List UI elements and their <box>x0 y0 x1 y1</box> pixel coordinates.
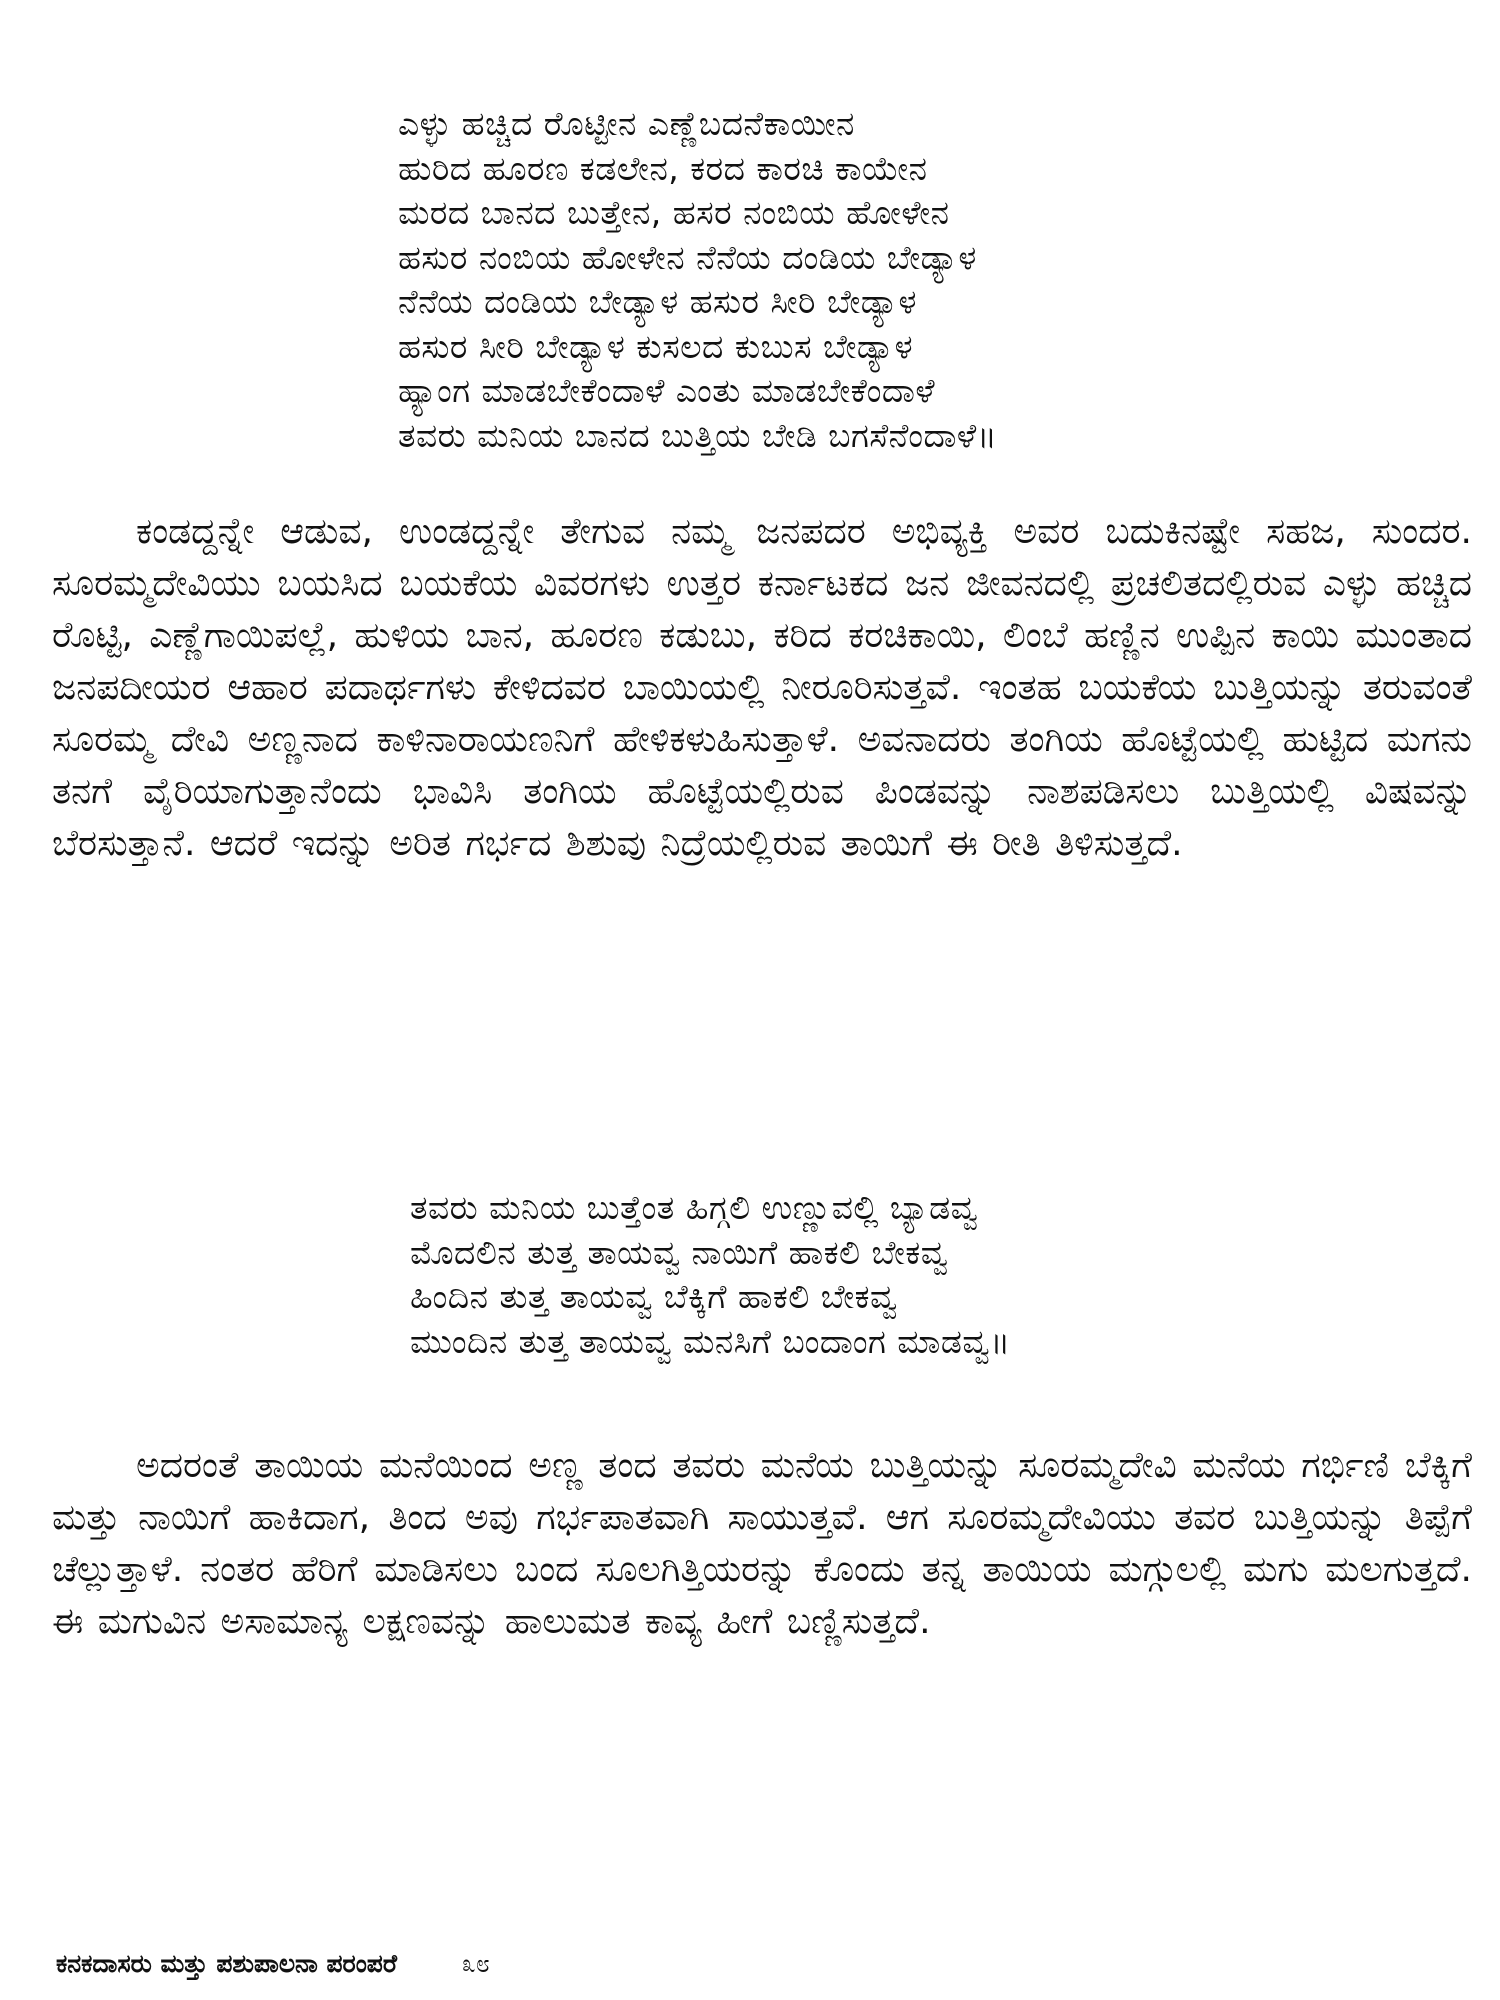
verse-line: ನೆನೆಯ ದಂಡಿಯ ಬೇಡ್ಯಾಳ ಹಸುರ ಸೀರಿ ಬೇಡ್ಯಾಳ <box>398 282 917 321</box>
verse-line: ಹುರಿದ ಹೂರಣ ಕಡಲೇನ, ಕರದ ಕಾರಚಿ ಕಾಯೇನ <box>398 148 928 188</box>
body-paragraph-1: ಕಂಡದ್ದನ್ನೇ ಆಡುವ, ಉಂಡದ್ದನ್ನೇ ತೇಗುವ ನಮ್ಮ ಜನಪದರ ಅಭಿವ್ಯಕ್ತಿ ಅವರ ಬದುಕಿನಷ್ಟೇ ಸಹಜ, ಸುಂದರ. ಸೂರಮ್ಮದೇವಿಯು ಬಯಸಿದ ಬಯಕೆಯ ವಿವರಗಳು ಉತ್ತರ ಕರ್ನಾಟಕದ ಜನ ಜೀವನದಲ್ಲಿ ಪ್ರಚಲಿತದಲ್ಲಿರುವ ಎಳ್ಳು ಹಚ್ಚಿದ ರೊಟ್ಟಿ, ಎಣ್ಣೆಗಾಯಿಪಲ್ಲೆ, ಹುಳಿಯ ಬಾನ, ಹೂರಣ ಕಡುಬು, ಕರಿದ ಕರಚಿಕಾಯಿ, ಲಿಂಬೆ ಹಣ್ಣಿನ ಉಪ್ಪಿನ ಕಾಯಿ ಮುಂತಾದ ಜನಪದೀಯರ ಆಹಾರ ಪದಾರ್ಥಗಳು ಕೇಳಿದವರ ಬಾಯಿಯಲ್ಲಿ ನೀರೂರಿಸುತ್ತವೆ. ಇಂತಹ ಬಯಕೆಯ ಬುತ್ತಿಯನ್ನು ತರುವಂತೆ ಸೂರಮ್ಮ ದೇವಿ ಅಣ್ಣನಾದ ಕಾಳಿನಾರಾಯಣನಿಗೆ ಹೇಳಿಕಳುಹಿಸುತ್ತಾಳೆ. ಅವನಾದರು ತಂಗಿಯ ಹೊಟ್ಟೆಯಲ್ಲಿ ಹುಟ್ಟಿದ ಮಗನು ತನಗೆ ವೈರಿಯಾಗುತ್ತಾನೆಂದು ಭಾವಿಸಿ ತಂಗಿಯ ಹೊಟ್ಟೆಯಲ್ಲಿರುವ ಪಿಂಡವನ್ನು ನಾಶಪಡಿಸಲು ಬುತ್ತಿಯಲ್ಲಿ ವಿಷವನ್ನು ಬೆರಸುತ್ತಾನೆ. ಆದರೆ ಇದನ್ನು ಅರಿತ ಗರ್ಭದ ಶಿಶುವು ನಿದ್ರೆಯಲ್ಲಿರುವ ತಾಯಿಗೆ ಈ ರೀತಿ ತಿಳಿಸುತ್ತದೆ. <box>52 511 1472 864</box>
page-number: ೩೮ <box>461 1949 490 1978</box>
verse-line: ಹಸುರ ನಂಬಿಯ ಹೋಳೇನ ನೆನೆಯ ದಂಡಿಯ ಬೇಡ್ಯಾಳ <box>398 237 977 277</box>
verse-line: ಹಿಂದಿನ ತುತ್ತ ತಾಯವ್ವ ಬೆಕ್ಕಿಗೆ ಹಾಕಲಿ ಬೇಕವ್ವ <box>410 1277 898 1316</box>
verse-line: ಮೊದಲಿನ ತುತ್ತ ತಾಯವ್ವ ನಾಯಿಗೆ ಹಾಕಲಿ ಬೇಕವ್ವ <box>410 1232 949 1272</box>
verse-line: ಹ್ಯಾಂಗ ಮಾಡಬೇಕೆಂದಾಳೆ ಎಂತು ಮಾಡಬೇಕೆಂದಾಳೆ <box>398 371 936 410</box>
verse-block-1 <box>398 102 997 458</box>
page-footer <box>56 1948 490 1980</box>
verse-line: ಎಳ್ಳು ಹಚ್ಚಿದ ರೊಟ್ಟೀನ ಎಣ್ಣೆಬದನೆಕಾಯೀನ <box>398 104 855 143</box>
verse-line: ಮರದ ಬಾನದ ಬುತ್ತೇನ, ಹಸರ ನಂಬಿಯ ಹೋಳೇನ <box>398 193 950 232</box>
verse-block-2 <box>410 1186 1011 1364</box>
footer-book-title: ಕನಕದಾಸರು ಮತ್ತು ಪಶುಪಾಲನಾ ಪರಂಪರೆ <box>56 1949 398 1978</box>
body-paragraph-2: ಅದರಂತೆ ತಾಯಿಯ ಮನೆಯಿಂದ ಅಣ್ಣ ತಂದ ತವರು ಮನೆಯ ಬುತ್ತಿಯನ್ನು ಸೂರಮ್ಮದೇವಿ ಮನೆಯ ಗರ್ಭಿಣಿ ಬೆಕ್ಕಿಗೆ ಮತ್ತು ನಾಯಿಗೆ ಹಾಕಿದಾಗ, ತಿಂದ ಅವು ಗರ್ಭಪಾತವಾಗಿ ಸಾಯುತ್ತವೆ. ಆಗ ಸೂರಮ್ಮದೇವಿಯು ತವರ ಬುತ್ತಿಯನ್ನು ತಿಪ್ಪೆಗೆ ಚೆಲ್ಲುತ್ತಾಳೆ. ನಂತರ ಹೆರಿಗೆ ಮಾಡಿಸಲು ಬಂದ ಸೂಲಗಿತ್ತಿಯರನ್ನು ಕೊಂದು ತನ್ನ ತಾಯಿಯ ಮಗ್ಗುಲಲ್ಲಿ ಮಗು ಮಲಗುತ್ತದೆ. ಈ ಮಗುವಿನ ಅಸಾಮಾನ್ಯ ಲಕ್ಷಣವನ್ನು ಹಾಲುಮತ ಕಾವ್ಯ ಹೀಗೆ ಬಣ್ಣಿಸುತ್ತದೆ. <box>52 1445 1472 1642</box>
verse-line: ತವರು ಮನಿಯ ಬಾನದ ಬುತ್ತಿಯ ಬೇಡಿ ಬಗಸೆನೆಂದಾಳೆ॥ <box>398 415 998 455</box>
verse-line: ಹಸುರ ಸೀರಿ ಬೇಡ್ಯಾಳ ಕುಸಲದ ಕುಬುಸ ಬೇಡ್ಯಾಳ <box>398 326 914 366</box>
verse-line: ತವರು ಮನಿಯ ಬುತ್ತೆಂತ ಹಿಗ್ಗಲಿ ಉಣ್ಣುವಲ್ಲಿ ಬ್ಯಾಡವ್ವ <box>410 1188 979 1227</box>
verse-line: ಮುಂದಿನ ತುತ್ತ ತಾಯವ್ವ ಮನಸಿಗೆ ಬಂದಾಂಗ ಮಾಡವ್ವ॥ <box>410 1321 1011 1361</box>
